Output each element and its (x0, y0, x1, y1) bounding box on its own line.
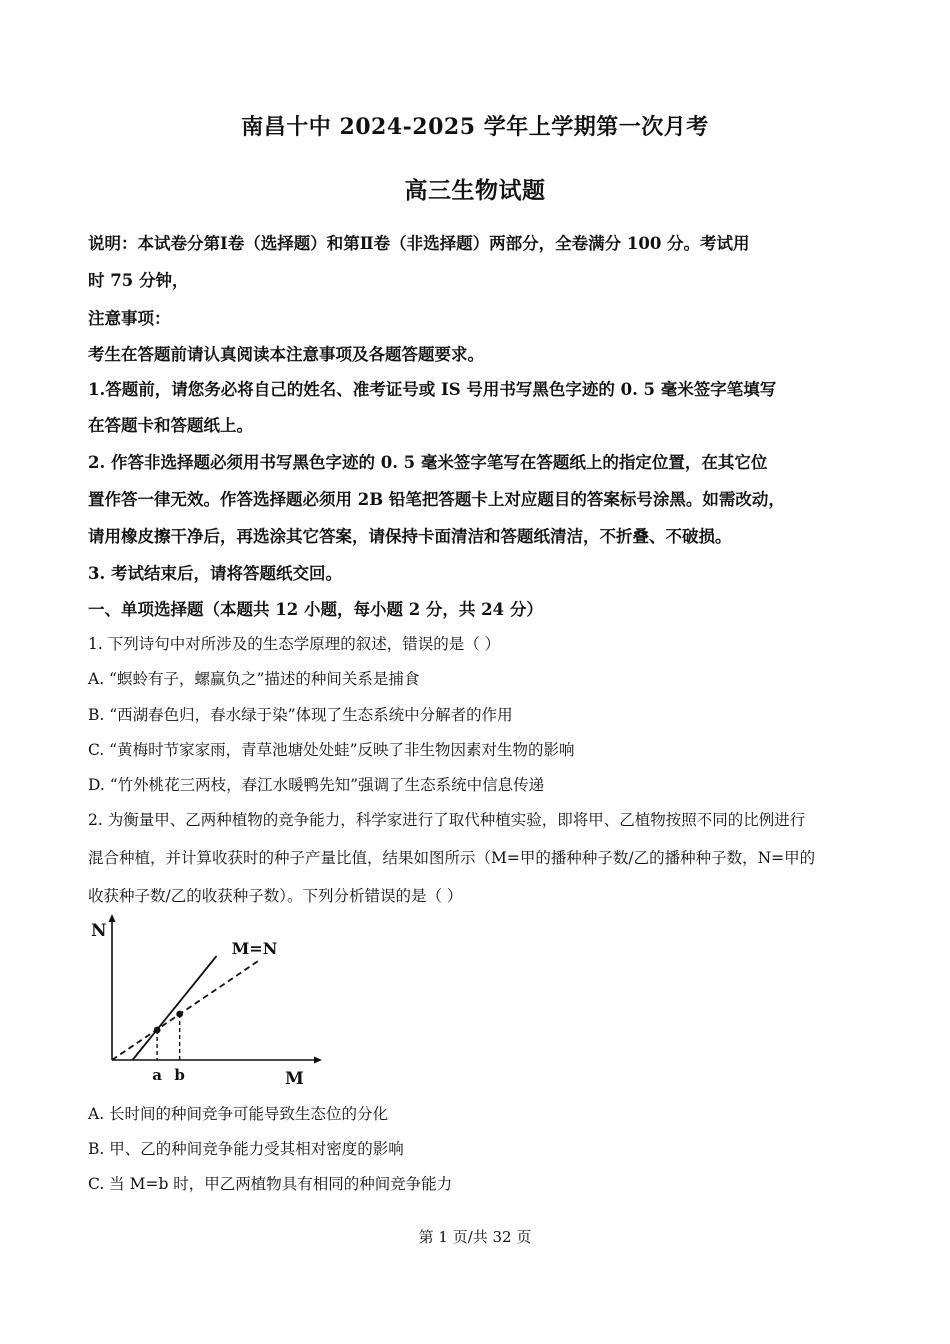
series-label-m-equals-n: M=N (231, 939, 278, 958)
notice-item-2-line-2: 置作答一律无效。作答选择题必须用 2B 铅笔把答题卡上对应题目的答案标号涂黑。如需改动， (88, 490, 785, 509)
y-axis-label: N (91, 921, 107, 941)
q2-stem-line-2: 混合种植，并计算收获时的种子产量比值，结果如图所示（M=甲的播种种子数/乙的播种种子数，N=甲的 (88, 849, 816, 867)
instructions-line-2: 时 75 分钟， (88, 271, 189, 290)
q2-chart (88, 912, 328, 1090)
point-b (176, 1011, 183, 1018)
q1-option-d: D. “竹外桃花三两枝，春江水暖鸭先知”强调了生态系统中信息传递 (88, 776, 545, 794)
q1-option-c: C. “黄梅时节家家雨，青草池塘处处蛙”反映了非生物因素对生物的影响 (88, 741, 575, 759)
chart-labels (91, 921, 304, 1089)
exam-title: 南昌十中 2024-2025 学年上学期第一次月考 (241, 114, 709, 140)
x-axis-label: M (285, 1069, 304, 1089)
notice-item-1-line-1: 1.答题前，请您务必将自己的姓名、准考证号或 IS 号用书写黑色字迹的 0. 5 毫米签字笔填写 (88, 380, 777, 399)
instructions-line-1: 说明：本试卷分第Ⅰ卷（选择题）和第Ⅱ卷（非选择题）两部分，全卷满分 100 分。考试用 (88, 234, 750, 253)
q2-option-a: A. 长时间的种间竞争可能导致生态位的分化 (88, 1105, 389, 1123)
y-axis-arrow (109, 914, 116, 922)
q2-stem-line-1: 2. 为衡量甲、乙两种植物的竞争能力，科学家进行了取代种植实验，即将甲、乙植物按照不同的比例进行 (88, 811, 806, 829)
chart-series (112, 956, 260, 1060)
q2-stem-line-3: 收获种子数/乙的收获种子数）。下列分析错误的是（ ） (88, 887, 463, 905)
series-line-0 (112, 960, 260, 1060)
tick-label-b: b (174, 1066, 185, 1084)
page-footer: 第 1 页/共 32 页 (418, 1228, 532, 1246)
q1-option-b: B. “西湖春色归，春水绿于染”体现了生态系统中分解者的作用 (88, 706, 513, 724)
notice-item-3: 3. 考试结束后，请将答题纸交回。 (88, 564, 342, 583)
notice-label: 注意事项： (88, 309, 171, 328)
notice-item-2-line-3: 请用橡皮擦干净后，再选涂其它答案，请保持卡面清洁和答题纸清洁，不折叠、不破损。 (88, 527, 732, 546)
point-a (154, 1027, 161, 1034)
notice-item-1-line-2: 在答题卡和答题纸上。 (88, 416, 253, 435)
notice-intro: 考生在答题前请认真阅读本注意事项及各题答题要求。 (88, 345, 484, 364)
series-line-1 (133, 956, 217, 1060)
notice-item-2-line-1: 2. 作答非选择题必须用书写黑色字迹的 0. 5 毫米签字笔写在答题纸上的指定位置，在其它位 (88, 453, 768, 472)
q2-option-c: C. 当 M=b 时，甲乙两植物具有相同的种间竞争能力 (88, 1175, 453, 1193)
q1-stem: 1. 下列诗句中对所涉及的生态学原理的叙述，错误的是（ ） (88, 635, 501, 653)
exam-subtitle: 高三生物试题 (404, 177, 546, 204)
chart-points (154, 1011, 183, 1060)
section-1-heading: 一、单项选择题（本题共 12 小题，每小题 2 分，共 24 分） (88, 600, 543, 619)
tick-label-a: a (152, 1066, 162, 1084)
q1-option-a: A. “螟蛉有子，螺赢负之”描述的种间关系是捕食 (88, 670, 420, 688)
q2-option-b: B. 甲、乙的种间竞争能力受其相对密度的影响 (88, 1140, 404, 1158)
x-axis-arrow (314, 1057, 322, 1064)
q2-chart-svg (88, 912, 328, 1090)
